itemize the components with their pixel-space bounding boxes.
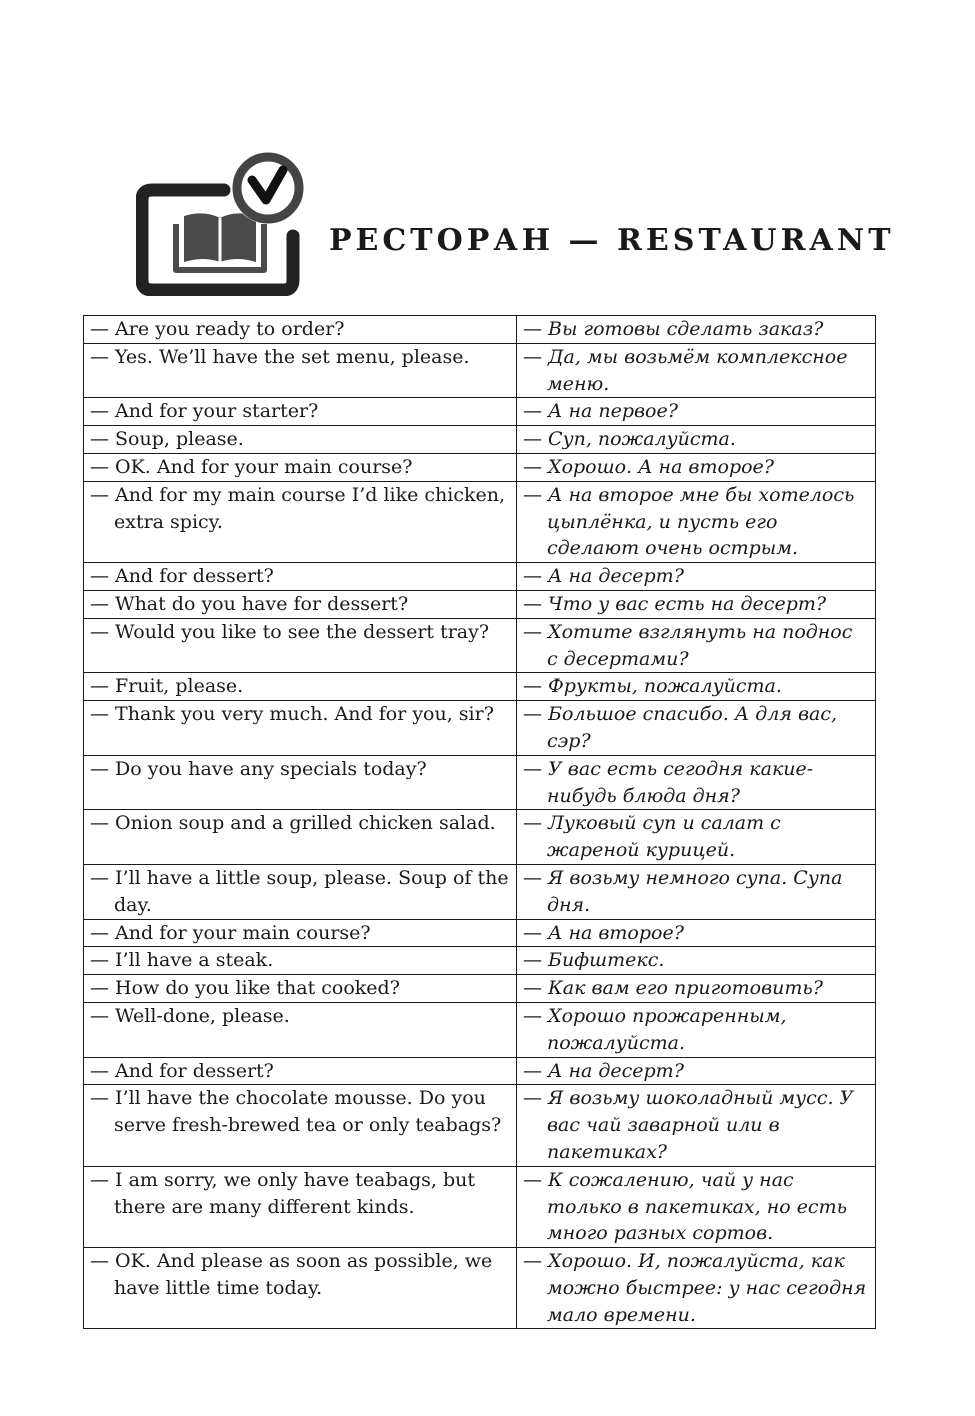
- russian-translation: — Фрукты, пожалуйста.: [517, 673, 876, 701]
- russian-translation: — Суп, пожалуйста.: [517, 426, 876, 454]
- table-row: [84, 1248, 876, 1329]
- russian-translation: — Хорошо. И, пожалуйста, как можно быстрее: у нас сегодня мало времени.: [517, 1248, 876, 1329]
- table-row: [84, 975, 876, 1003]
- english-phrase: — And for dessert?: [84, 563, 517, 591]
- russian-translation: — Что у вас есть на десерт?: [517, 590, 876, 618]
- table-row: [84, 1085, 876, 1166]
- russian-translation: — К сожалению, чай у нас только в пакетиках, но есть много разных сортов.: [517, 1166, 876, 1247]
- english-phrase: — I’ll have a steak.: [84, 947, 517, 975]
- table-row: [84, 316, 876, 344]
- english-phrase: — Fruit, please.: [84, 673, 517, 701]
- table-row: [84, 1057, 876, 1085]
- table-row: [84, 755, 876, 810]
- english-phrase: — What do you have for dessert?: [84, 590, 517, 618]
- table-row: [84, 1002, 876, 1057]
- table-row: [84, 398, 876, 426]
- phrase-table-body: [84, 316, 876, 1329]
- table-row: [84, 453, 876, 481]
- russian-translation: — Хотите взглянуть на поднос с десертами?: [517, 618, 876, 673]
- phrase-table: [83, 315, 876, 1329]
- russian-translation: — Хорошо. А на второе?: [517, 453, 876, 481]
- table-row: [84, 481, 876, 562]
- english-phrase: — OK. And for your main course?: [84, 453, 517, 481]
- table-row: [84, 947, 876, 975]
- table-row: [84, 701, 876, 756]
- english-phrase: — And for dessert?: [84, 1057, 517, 1085]
- table-row: [84, 810, 876, 865]
- table-row: [84, 618, 876, 673]
- english-phrase: — OK. And please as soon as possible, we have little time today.: [84, 1248, 517, 1329]
- english-phrase: — And for your starter?: [84, 398, 517, 426]
- table-row: [84, 673, 876, 701]
- table-row: [84, 590, 876, 618]
- english-phrase: — Would you like to see the dessert tray?: [84, 618, 517, 673]
- english-phrase: — I am sorry, we only have teabags, but there are many different kinds.: [84, 1166, 517, 1247]
- book-checkmark-icon: [136, 150, 306, 296]
- table-row: [84, 563, 876, 591]
- table-row: [84, 1166, 876, 1247]
- english-phrase: — Thank you very much. And for you, sir?: [84, 701, 517, 756]
- english-phrase: — And for your main course?: [84, 919, 517, 947]
- russian-translation: — Да, мы возьмём комплексное меню.: [517, 343, 876, 398]
- english-phrase: — Do you have any specials today?: [84, 755, 517, 810]
- english-phrase: — I’ll have the chocolate mousse. Do you serve fresh-brewed tea or only teabags?: [84, 1085, 517, 1166]
- russian-translation: — А на второе?: [517, 919, 876, 947]
- page-header: [136, 150, 895, 300]
- russian-translation: — Бифштекс.: [517, 947, 876, 975]
- table-row: [84, 919, 876, 947]
- russian-translation: — Большое спасибо. А для вас, сэр?: [517, 701, 876, 756]
- russian-translation: — А на десерт?: [517, 1057, 876, 1085]
- page-title: РЕСТОРАН — RESTAURANT: [329, 223, 895, 258]
- english-phrase: — Yes. We’ll have the set menu, please.: [84, 343, 517, 398]
- russian-translation: — У вас есть сегодня какие-нибудь блюда дня?: [517, 755, 876, 810]
- english-phrase: — I’ll have a little soup, please. Soup of the day.: [84, 864, 517, 919]
- russian-translation: — А на десерт?: [517, 563, 876, 591]
- russian-translation: — Я возьму шоколадный мусс. У вас чай заварной или в пакетиках?: [517, 1085, 876, 1166]
- russian-translation: — Луковый суп и салат с жареной курицей.: [517, 810, 876, 865]
- russian-translation: — А на первое?: [517, 398, 876, 426]
- russian-translation: — Я возьму немного супа. Супа дня.: [517, 864, 876, 919]
- russian-translation: — Как вам его приготовить?: [517, 975, 876, 1003]
- russian-translation: — А на второе мне бы хотелось цыплёнка, и пусть его сделают очень острым.: [517, 481, 876, 562]
- english-phrase: — Onion soup and a grilled chicken salad.: [84, 810, 517, 865]
- table-row: [84, 864, 876, 919]
- english-phrase: — How do you like that cooked?: [84, 975, 517, 1003]
- english-phrase: — Soup, please.: [84, 426, 517, 454]
- table-row: [84, 343, 876, 398]
- english-phrase: — Well-done, please.: [84, 1002, 517, 1057]
- table-row: [84, 426, 876, 454]
- english-phrase: — Are you ready to order?: [84, 316, 517, 344]
- english-phrase: — And for my main course I’d like chicken, extra spicy.: [84, 481, 517, 562]
- russian-translation: — Вы готовы сделать заказ?: [517, 316, 876, 344]
- russian-translation: — Хорошо прожаренным, пожалуйста.: [517, 1002, 876, 1057]
